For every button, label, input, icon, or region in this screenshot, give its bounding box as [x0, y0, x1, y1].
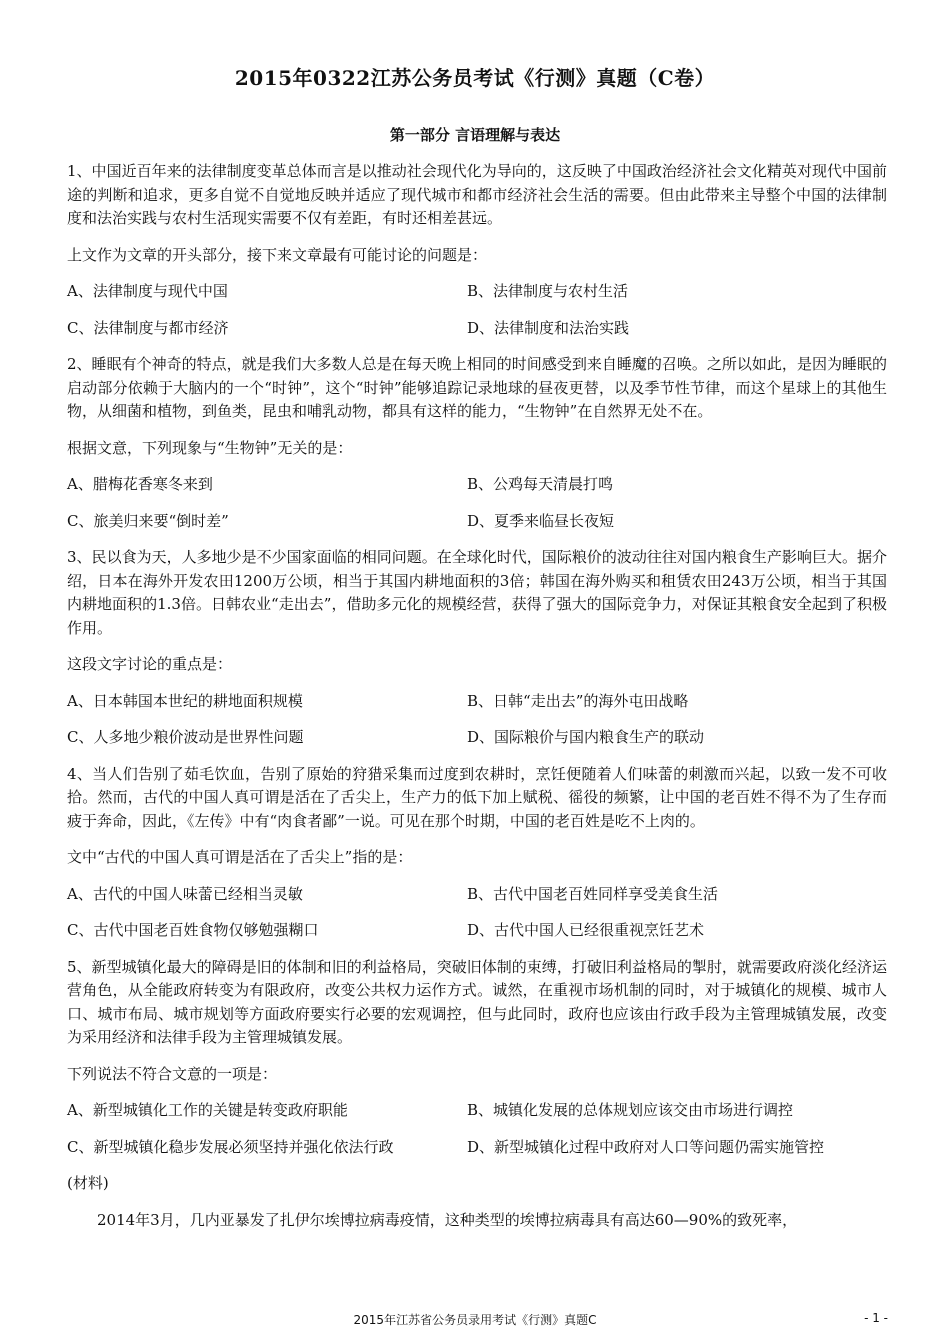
question-3-option-a: A、日本韩国本世纪的耕地面积规模 — [67, 691, 303, 710]
question-2-option-d: D、夏季来临昼长夜短 — [467, 511, 615, 530]
question-5-option-b: B、城镇化发展的总体规划应该交由市场进行调控 — [467, 1101, 794, 1119]
question-4-passage: 4、当人们告别了茹毛饮血，告别了原始的狩猎采集而过度到农耕时，烹饪便随着人们味蕾的刺激而兴起，以致一发不可收拾。然而，古代的中国人真可谓是活在了舌尖上，生产力的低下加上赋税、徭役的频繁，让中国的老百姓不得不为了生存而疲于奔命，因此，《左传》中有“肉食者鄙”一说。可见在那个时期，中国的老百姓是吃不上肉的。 — [67, 764, 887, 830]
question-3-options-row-2 — [67, 726, 887, 750]
question-1-options-row-1 — [67, 280, 887, 304]
question-1-option-c: C、法律制度与都市经济 — [67, 318, 229, 337]
question-2-option-b: B、公鸡每天清晨打鸣 — [467, 475, 614, 493]
question-4-options-row-2 — [67, 919, 887, 943]
question-4-option-c: C、古代中国老百姓食物仅够勉强糊口 — [67, 921, 319, 939]
page-title: 2015年0322江苏公务员考试《行测》真题（C卷） — [234, 66, 716, 90]
question-3-option-d: D、国际粮价与国内粮食生产的联动 — [467, 728, 705, 746]
material-label: (材料) — [67, 1174, 109, 1192]
question-2-stem: 根据文意，下列现象与“生物钟”无关的是： — [67, 438, 353, 457]
question-4-stem: 文中“古代的中国人真可谓是活在了舌尖上”指的是： — [67, 848, 413, 866]
question-5-stem: 下列说法不符合文意的一项是： — [67, 1064, 278, 1083]
question-3-options-row-1 — [67, 690, 887, 714]
question-3-stem: 这段文字讨论的重点是： — [67, 655, 233, 673]
question-1-stem: 上文作为文章的开头部分，接下来文章最有可能讨论的问题是： — [67, 245, 488, 264]
question-2-options-row-2 — [67, 510, 887, 534]
question-2-options-row-1 — [67, 473, 887, 497]
question-5-options-row-1 — [67, 1099, 887, 1123]
question-3-option-b: B、日韩“走出去”的海外屯田战略 — [467, 691, 689, 710]
question-5-options-row-2 — [67, 1136, 887, 1160]
page-footer: 2015年江苏省公务员录用考试《行测》真题C — [353, 1313, 597, 1327]
question-5-option-a: A、新型城镇化工作的关键是转变政府职能 — [67, 1101, 348, 1119]
question-2-option-a: A、腊梅花香寒冬来到 — [67, 475, 213, 493]
question-1-option-a: A、法律制度与现代中国 — [67, 282, 228, 300]
question-4-option-b: B、古代中国老百姓同样享受美食生活 — [467, 884, 719, 903]
question-2-option-c: C、旅美归来要“倒时差” — [67, 511, 229, 530]
question-3-option-c: C、人多地少粮价波动是世界性问题 — [67, 728, 304, 746]
question-4-option-d: D、古代中国人已经很重视烹饪艺术 — [467, 921, 705, 939]
question-2-passage: 2、睡眠有个神奇的特点，就是我们大多数人总是在每天晚上相同的时间感受到来自睡魔的召唤。之所以如此，是因为睡眠的启动部分依赖于大脑内的一个“时钟”，这个“时钟”能够追踪记录地球的昼夜更替，以及季节性节律，而这个星球上的其他生物，从细菌和植物，到鱼类，昆虫和哺乳动物，都具有这样的能力，“生物钟”在自然界无处不在。 — [67, 355, 887, 420]
material-passage: 2014年3月，几内亚暴发了扎伊尔埃博拉病毒疫情，这种类型的埃博拉病毒具有高达60—90%的致死率， — [97, 1210, 798, 1229]
question-4-options-row-1 — [67, 883, 887, 907]
question-1-options-row-2 — [67, 317, 887, 341]
question-5-option-d: D、新型城镇化过程中政府对人口等问题仍需实施管控 — [467, 1137, 825, 1156]
question-1-option-b: B、法律制度与农村生活 — [467, 282, 629, 300]
document-body — [67, 160, 887, 1232]
section-title: 第一部分 言语理解与表达 — [389, 126, 561, 144]
question-1-option-d: D、法律制度和法治实践 — [467, 318, 630, 337]
question-5-passage: 5、新型城镇化最大的障碍是旧的体制和旧的利益格局，突破旧体制的束缚，打破旧利益格局的掣肘，就需要政府淡化经济运营角色，从全能政府转变为有限政府，改变公共权力运作方式。诚然，在重视市场机制的同时，对于城镇化的规模、城市人口、城市布局、城市规划等方面政府要实行必要的宏观调控，但与此同时，政府也应该由行政手段为主管理城镇发展，改变为采用经济和法律手段为主管理城镇发展。 — [67, 957, 887, 1046]
question-5-option-c: C、新型城镇化稳步发展必须坚持并强化依法行政 — [67, 1137, 394, 1156]
question-3-passage: 3、民以食为天，人多地少是不少国家面临的相同问题。在全球化时代，国际粮价的波动往往对国内粮食生产影响巨大。据介绍，日本在海外开发农田1200万公顷，相当于其国内耕地面积的3倍；韩国在海外购买和租赁农田243万公顷，相当于其国内耕地面积的1.3倍。日韩农业“走出去”，借助多元化的规模经营，获得了强大的国际竞争力，对保证其粮食安全起到了积极作用。 — [67, 548, 887, 637]
page-number: - 1 - — [864, 1311, 888, 1325]
question-1-passage: 1、中国近百年来的法律制度变革总体而言是以推动社会现代化为导向的，这反映了中国政治经济社会文化精英对现代中国前途的判断和追求，更多自觉不自觉地反映并适应了现代城市和都市经济社会生活的需要。但由此带来主导整个中国的法律制度和法治实践与农村生活现实需要不仅有差距，有时还相差甚远。 — [67, 162, 887, 227]
question-4-option-a: A、古代的中国人味蕾已经相当灵敏 — [67, 884, 303, 903]
